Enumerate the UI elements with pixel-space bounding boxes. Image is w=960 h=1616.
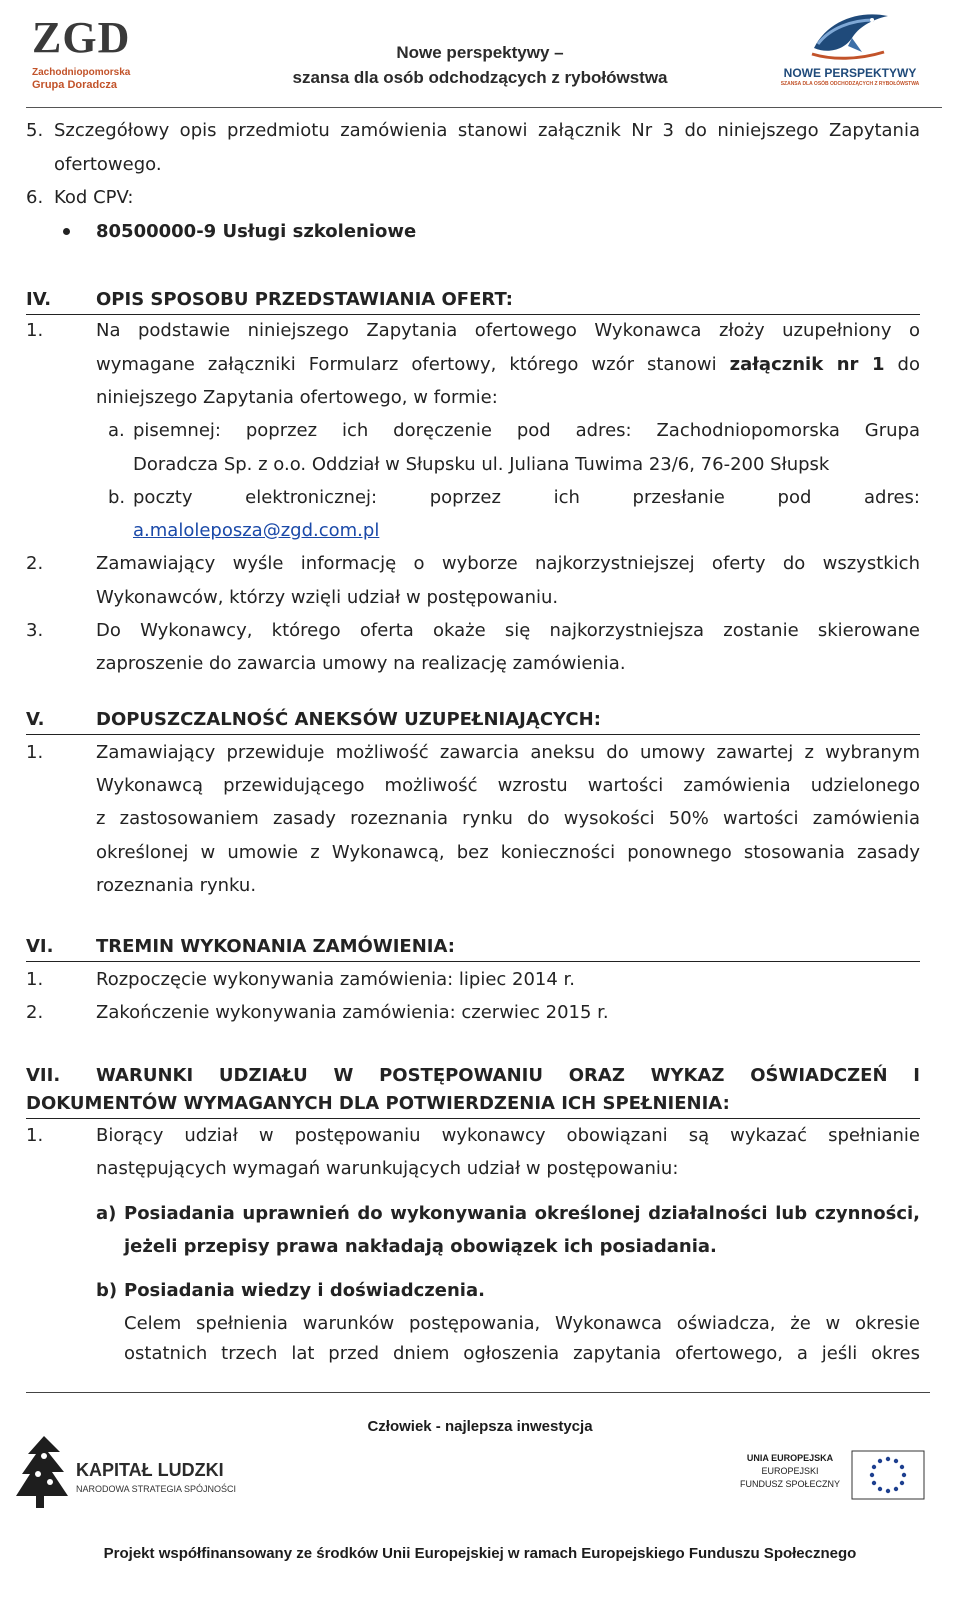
zgd-logo-letters: ZGD bbox=[32, 13, 131, 62]
paragraph-line: Posiadania uprawnień do wykonywania określonej działalności lub czynności, bbox=[124, 1203, 920, 1224]
footer-slogan: Człowiek - najlepsza inwestycja bbox=[367, 1418, 593, 1435]
paragraph-line: z zastosowaniem zasady rozeznania rynku do wysokości 50% wartości zamówienia bbox=[96, 808, 920, 829]
zgd-logo-line2: Grupa Doradcza bbox=[32, 79, 117, 91]
page-header bbox=[0, 0, 960, 110]
list-letter: b. bbox=[108, 487, 126, 508]
list-letter: b) bbox=[96, 1280, 118, 1301]
kapital-ludzki-emblem-icon bbox=[14, 1434, 70, 1510]
list-number: 1. bbox=[26, 320, 44, 341]
paragraph-line: Zakończenie wykonywania zamówienia: czerwiec 2015 r. bbox=[96, 1002, 609, 1023]
paragraph-line: Rozpoczęcie wykonywania zamówienia: lipiec 2014 r. bbox=[96, 969, 576, 990]
section-divider bbox=[26, 1118, 920, 1119]
text-span: do bbox=[884, 354, 920, 375]
paragraph-line: Kod CPV: bbox=[54, 187, 134, 208]
subsection-title: Posiadania wiedzy i doświadczenia. bbox=[124, 1280, 485, 1301]
list-number: 6. bbox=[26, 187, 44, 208]
footer-divider bbox=[26, 1392, 930, 1393]
paragraph-line: Szczegółowy opis przedmiotu zamówienia stanowi załącznik Nr 3 do niniejszego Zapytania bbox=[54, 120, 920, 141]
paragraph-line: Zamawiający przewiduje możliwość zawarcia aneksu do umowy zawartej z wybranym bbox=[96, 742, 920, 763]
section-number: VII. bbox=[26, 1065, 61, 1086]
section-number: VI. bbox=[26, 936, 54, 957]
list-number: 2. bbox=[26, 1002, 44, 1023]
paragraph-line: Na podstawie niniejszego Zapytania ofertowego Wykonawca złoży uzupełniony o bbox=[96, 320, 920, 341]
header-project-title bbox=[260, 40, 700, 90]
section-title: TREMIN WYKONANIA ZAMÓWIENIA: bbox=[96, 936, 455, 957]
section-title: OPIS SPOSOBU PRZEDSTAWIANIA OFERT: bbox=[96, 289, 513, 310]
kapital-ludzki-logo bbox=[14, 1430, 244, 1520]
paragraph-line: niniejszego Zapytania ofertowego, w formie: bbox=[96, 387, 498, 408]
eu-logo-line1: UNIA EUROPEJSKA bbox=[746, 1453, 834, 1463]
paragraph-line: Do Wykonawcy, którego oferta okaże się najkorzystniejsza zostanie skierowane bbox=[96, 620, 920, 641]
nowe-perspektywy-title: NOWE PERSPEKTYWY bbox=[783, 66, 917, 80]
eu-logo-line2: EUROPEJSKI bbox=[761, 1466, 819, 1476]
section-divider bbox=[26, 314, 920, 315]
nowe-perspektywy-subtitle: SZANSA DLA OSÓB ODCHODZĄCYCH Z RYBOŁÓWSTWA bbox=[780, 81, 920, 87]
list-letter: a. bbox=[108, 420, 125, 441]
eu-logo-text bbox=[735, 1452, 845, 1491]
list-number: 1. bbox=[26, 742, 44, 763]
paragraph-line: określonej w umowie z Wykonawcą, bez konieczności ponownego stosowania zasady bbox=[96, 842, 920, 863]
bullet-icon bbox=[63, 228, 70, 235]
nowe-perspektywy-logo bbox=[770, 6, 930, 98]
paragraph-line: Wykonawcą przewidującego możliwość wzrostu wartości zamówienia udzielonego bbox=[96, 775, 920, 796]
section-title: DOPUSZCZALNOŚĆ ANEKSÓW UZUPEŁNIAJĄCYCH: bbox=[96, 709, 601, 730]
paragraph-line: Zamawiający wyśle informację o wyborze najkorzystniejszej oferty do wszystkich bbox=[96, 553, 920, 574]
paragraph-line: rozeznania rynku. bbox=[96, 875, 257, 896]
section-number: IV. bbox=[26, 289, 52, 310]
paragraph-line: ostatnich trzech lat przed dniem ogłoszenia zapytania ofertowego, a jeśli okres bbox=[124, 1343, 920, 1364]
list-letter: a) bbox=[96, 1203, 117, 1224]
paragraph-line: Biorący udział w postępowaniu wykonawcy obowiązani są wykazać spełnianie bbox=[96, 1125, 920, 1146]
email-link[interactable]: a.maloleposza@zgd.com.pl bbox=[133, 520, 380, 541]
section-title: WARUNKI UDZIAŁU W POSTĘPOWANIU ORAZ WYKAZ OŚWIADCZEŃ I bbox=[96, 1065, 920, 1086]
list-number: 5. bbox=[26, 120, 44, 141]
eu-flag-icon bbox=[851, 1450, 925, 1500]
kapital-ludzki-title: KAPITAŁ LUDZKI bbox=[76, 1460, 224, 1480]
fish-icon bbox=[808, 6, 892, 62]
header-title-line1: Nowe perspektywy – bbox=[396, 43, 564, 62]
zgd-logo-line1: Zachodniopomorska bbox=[32, 67, 131, 78]
section-divider bbox=[26, 734, 920, 735]
header-divider bbox=[26, 107, 942, 108]
paragraph-line bbox=[96, 351, 920, 379]
zgd-logo bbox=[28, 10, 178, 90]
paragraph-line: jeżeli przepisy prawa nakładają obowiązek ich posiadania. bbox=[124, 1236, 717, 1257]
list-number: 1. bbox=[26, 1125, 44, 1146]
paragraph-line: Wykonawców, którzy wzięli udział w postępowaniu. bbox=[96, 587, 559, 608]
paragraph-line: następujących wymagań warunkujących udział w postępowaniu: bbox=[96, 1158, 679, 1179]
text-span: wymagane załączniki Formularz ofertowy, którego wzór stanowi bbox=[96, 354, 730, 375]
section-number: V. bbox=[26, 709, 45, 730]
paragraph-line: ofertowego. bbox=[54, 154, 162, 175]
paragraph-line: Celem spełnienia warunków postępowania, Wykonawca oświadcza, że w okresie bbox=[124, 1313, 920, 1334]
paragraph-line: poczty elektronicznej: poprzez ich przesłanie pod adres: bbox=[133, 487, 920, 508]
eu-efs-logo bbox=[735, 1448, 930, 1508]
eu-logo-line3: FUNDUSZ SPOŁECZNY bbox=[739, 1479, 840, 1489]
list-number: 1. bbox=[26, 969, 44, 990]
attachment-reference: załącznik nr 1 bbox=[729, 354, 885, 375]
paragraph-line: pisemnej: poprzez ich doręczenie pod adres: Zachodniopomorska Grupa bbox=[133, 420, 920, 441]
cpv-code: 80500000-9 Usługi szkoleniowe bbox=[96, 221, 417, 242]
paragraph-line: Doradcza Sp. z o.o. Oddział w Słupsku ul. Juliana Tuwima 23/6, 76-200 Słupsk bbox=[133, 454, 830, 475]
section-divider bbox=[26, 961, 920, 962]
section-title: DOKUMENTÓW WYMAGANYCH DLA POTWIERDZENIA ICH SPEŁNIENIA: bbox=[26, 1093, 730, 1114]
cofunding-note: Projekt współfinansowany ze środków Unii Europejskiej w ramach Europejskiego Funduszu Społecznego bbox=[103, 1545, 857, 1562]
kapital-ludzki-subtitle: NARODOWA STRATEGIA SPÓJNOŚCI bbox=[76, 1484, 237, 1494]
list-number: 3. bbox=[26, 620, 44, 641]
header-title-line2: szansa dla osób odchodzących z rybołówstwa bbox=[292, 68, 668, 87]
list-number: 2. bbox=[26, 553, 44, 574]
paragraph-line: zaproszenie do zawarcia umowy na realizację zamówienia. bbox=[96, 653, 626, 674]
